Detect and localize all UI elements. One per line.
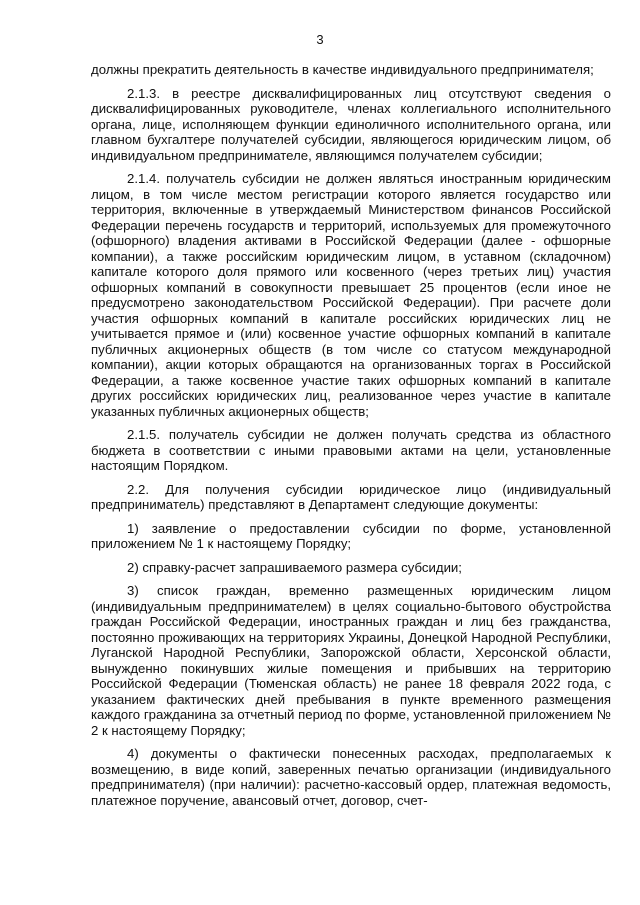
- document-body: [91, 62, 611, 816]
- page-number: 3: [316, 32, 324, 47]
- list-item-2: 2) справку-расчет запрашиваемого размера субсидии;: [127, 559, 462, 575]
- paragraph-2-1-5: 2.1.5. получатель субсидии не должен получать средства из областного бюджета в соответствии с иными правовыми актами на цели, установленные настоящим Порядком.: [91, 427, 611, 473]
- paragraph-2-1-4: 2.1.4. получатель субсидии не должен являться иностранным юридическим лицом, в том числе местом регистрации которого является государство или территория, включенные в утверждаемый Министерством финансов Российской Федерации перечень государств и территорий, используемых для промежуточного (офшорного) владения активами в Российской Федерации (далее - офшорные компании), а также российским юридическим лицом, в уставном (складочном) капитале которого доля прямого или косвенного (через третьих лиц) участия офшорных компаний в совокупности превышает 25 процентов (если иное не предусмотрено законодательством Российской Федерации). При расчете доли участия офшорных компаний в капитале российских юридических лиц не учитывается прямое и (или) косвенное участие офшорных компаний в капитале публичных акционерных обществ (в том числе со статусом международной компании), акции которых обращаются на организованных торгах в Российской Федерации, а также косвенное участие таких офшорных компаний в капитале других российских юридических лиц, реализованное через участие в капитале указанных публичных акционерных обществ;: [91, 171, 611, 419]
- paragraph-continuation: должны прекратить деятельность в качестве индивидуального предпринимателя;: [91, 62, 594, 77]
- list-item-1: 1) заявление о предоставлении субсидии по форме, установленной приложением № 1 к настоящему Порядку;: [91, 520, 611, 551]
- list-item-4: 4) документы о фактически понесенных расходах, предполагаемых к возмещению, в виде копий, заверенных печатью организации (индивидуального предпринимателя) (при наличии): расчетно-кассовый ордер, платежная ведомость, платежное поручение, авансовый отчет, договор, счет-: [91, 746, 611, 808]
- list-item-3: 3) список граждан, временно размещенных юридическим лицом (индивидуальным предпринимателем) в целях социально-бытового обустройства граждан Российской Федерации, иностранных граждан и лиц без гражданства, постоянно проживающих на территориях Украины, Донецкой Народной Республики, Луганской Народной Республики, Запорожской области, Херсонской области, вынужденно покинувших жилые помещения и прибывших на территорию Российской Федерации (Тюменская область) не ранее 18 февраля 2022 года, с указанием фактических дней пребывания в пункте временного размещения каждого гражданина за отчетный период по форме, установленной приложением № 2 к настоящему Порядку;: [91, 583, 611, 738]
- paragraph-2-1-3: 2.1.3. в реестре дисквалифицированных лиц отсутствуют сведения о дисквалифицированных руководителе, членах коллегиального исполнительного органа, лице, исполняющем функции единоличного исполнительного органа, или главном бухгалтере получателей субсидии, являющегося юридическим лицом, об индивидуальном предпринимателе, являющимся получателем субсидии;: [91, 85, 611, 163]
- paragraph-2-2: 2.2. Для получения субсидии юридическое лицо (индивидуальный предприниматель) представляют в Департамент следующие документы:: [91, 481, 611, 512]
